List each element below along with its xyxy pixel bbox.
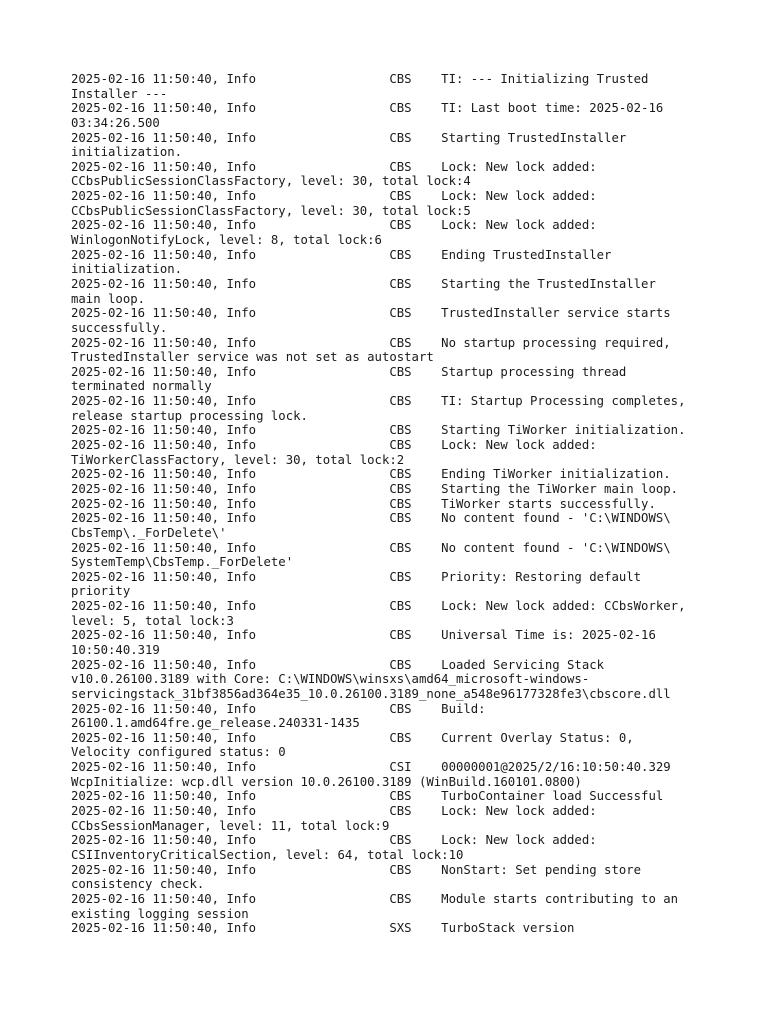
log-line: 2025-02-16 11:50:40, Info CBS Starting the TiWorker main loop. xyxy=(71,481,679,496)
log-line: 2025-02-16 11:50:40, Info CBS Lock: New lock added: xyxy=(71,833,597,848)
log-line: 2025-02-16 11:50:40, Info CBS No startup processing required, xyxy=(71,335,671,350)
log-line: 2025-02-16 11:50:40, Info CBS Lock: New lock added: xyxy=(71,218,597,233)
log-line: 2025-02-16 11:50:40, Info CBS Starting TrustedInstaller xyxy=(71,130,627,145)
log-line: 2025-02-16 11:50:40, Info CBS Starting the TrustedInstaller xyxy=(71,276,656,291)
log-line: TrustedInstaller service was not set as autostart xyxy=(71,350,434,365)
log-line: CSIInventoryCriticalSection, level: 64, total lock:10 xyxy=(71,847,464,862)
log-line: TiWorkerClassFactory, level: 30, total lock:2 xyxy=(71,452,405,467)
log-line: CCbsSessionManager, level: 11, total lock:9 xyxy=(71,818,390,833)
log-line: 2025-02-16 11:50:40, Info CBS TI: --- Initializing Trusted xyxy=(71,72,649,86)
log-line: Velocity configured status: 0 xyxy=(71,745,286,760)
log-line: 2025-02-16 11:50:40, Info CBS No content found - 'C:\WINDOWS\ xyxy=(71,511,671,526)
log-line: WinlogonNotifyLock, level: 8, total lock:6 xyxy=(71,233,382,248)
log-line: 2025-02-16 11:50:40, Info CSI 00000001@2025/2/16:10:50:40.329 xyxy=(71,760,671,775)
log-line: 2025-02-16 11:50:40, Info CBS Lock: New lock added: xyxy=(71,189,597,204)
log-line: priority xyxy=(71,584,131,599)
log-line: 2025-02-16 11:50:40, Info CBS TiWorker starts successfully. xyxy=(71,496,656,511)
log-line: initialization. xyxy=(71,262,183,277)
log-line: 2025-02-16 11:50:40, Info CBS Lock: New lock added: xyxy=(71,438,597,453)
log-line: successfully. xyxy=(71,320,168,335)
log-line: CCbsPublicSessionClassFactory, level: 30, total lock:5 xyxy=(71,203,471,218)
log-line: 2025-02-16 11:50:40, Info CBS Build: xyxy=(71,701,486,716)
log-line: 03:34:26.500 xyxy=(71,115,160,130)
log-line: consistency check. xyxy=(71,877,205,892)
log-line: 26100.1.amd64fre.ge_release.240331-1435 xyxy=(71,716,360,731)
log-line: 2025-02-16 11:50:40, Info CBS Lock: New lock added: CCbsWorker, xyxy=(71,599,686,614)
log-line: 2025-02-16 11:50:40, Info CBS Universal Time is: 2025-02-16 xyxy=(71,628,656,643)
log-line: 2025-02-16 11:50:40, Info CBS Current Overlay Status: 0, xyxy=(71,730,634,745)
log-line: main loop. xyxy=(71,291,146,306)
log-line: v10.0.26100.3189 with Core: C:\WINDOWS\winsxs\amd64_microsoft-windows- xyxy=(71,672,590,687)
log-line: 2025-02-16 11:50:40, Info CBS Starting TiWorker initialization. xyxy=(71,423,686,438)
log-line: 2025-02-16 11:50:40, Info CBS TurboContainer load Successful xyxy=(71,789,664,804)
log-line: 2025-02-16 11:50:40, Info CBS NonStart: Set pending store xyxy=(71,862,642,877)
log-line: 2025-02-16 11:50:40, Info CBS TrustedInstaller service starts xyxy=(71,306,671,321)
log-line: initialization. xyxy=(71,145,183,160)
log-line: CCbsPublicSessionClassFactory, level: 30, total lock:4 xyxy=(71,174,471,189)
log-line: 10:50:40.319 xyxy=(71,642,160,657)
log-line: 2025-02-16 11:50:40, Info CBS Startup processing thread xyxy=(71,364,627,379)
log-line: release startup processing lock. xyxy=(71,408,308,423)
log-line: level: 5, total lock:3 xyxy=(71,613,234,628)
log-line: 2025-02-16 11:50:40, Info CBS No content found - 'C:\WINDOWS\ xyxy=(71,540,671,555)
log-line: 2025-02-16 11:50:40, Info SXS TurboStack version xyxy=(71,921,575,936)
log-line: servicingstack_31bf3856ad364e35_10.0.26100.3189_none_a548e96177328fe3\cbscore.dll xyxy=(71,686,671,701)
log-line: WcpInitialize: wcp.dll version 10.0.26100.3189 (WinBuild.160101.0800) xyxy=(71,774,582,789)
log-line: 2025-02-16 11:50:40, Info CBS Module starts contributing to an xyxy=(71,891,679,906)
log-line: CbsTemp\._ForDelete\' xyxy=(71,525,227,540)
log-line: terminated normally xyxy=(71,379,212,394)
log-line: 2025-02-16 11:50:40, Info CBS TI: Last boot time: 2025-02-16 xyxy=(71,101,664,116)
log-line: 2025-02-16 11:50:40, Info CBS Priority: Restoring default xyxy=(71,569,642,584)
log-line: 2025-02-16 11:50:40, Info CBS Lock: New lock added: xyxy=(71,804,597,819)
log-line: 2025-02-16 11:50:40, Info CBS Ending TrustedInstaller xyxy=(71,247,612,262)
log-line: 2025-02-16 11:50:40, Info CBS Lock: New lock added: xyxy=(71,159,597,174)
log-text xyxy=(71,72,711,936)
log-line: 2025-02-16 11:50:40, Info CBS Loaded Servicing Stack xyxy=(71,657,605,672)
log-line: 2025-02-16 11:50:40, Info CBS Ending TiWorker initialization. xyxy=(71,467,671,482)
log-line: 2025-02-16 11:50:40, Info CBS TI: Startup Processing completes, xyxy=(71,394,686,409)
log-line: SystemTemp\CbsTemp._ForDelete' xyxy=(71,555,294,570)
log-line: existing logging session xyxy=(71,906,249,921)
log-line: Installer --- xyxy=(71,86,168,101)
